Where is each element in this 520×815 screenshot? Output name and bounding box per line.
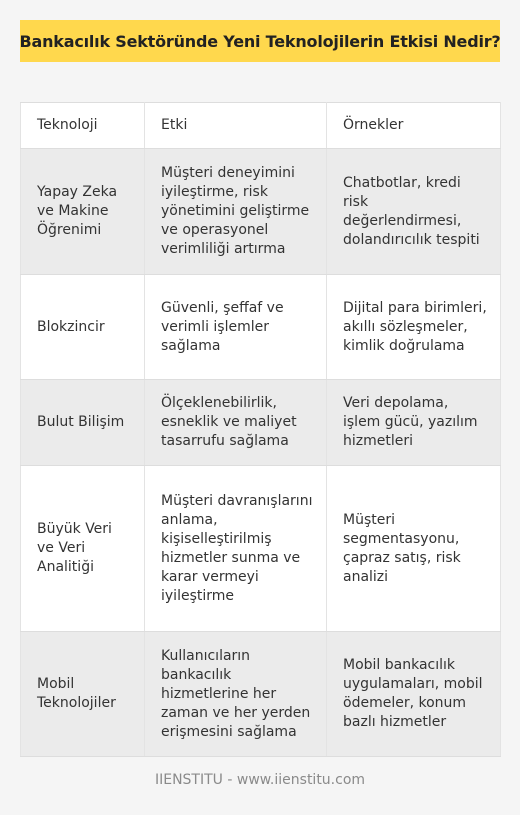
column-header-technology: Teknoloji [21, 103, 145, 149]
technology-cell: Yapay Zeka ve Makine Öğrenimi [21, 149, 145, 275]
examples-cell: Veri depolama, işlem gücü, yazılım hizmetleri [327, 380, 501, 466]
column-header-examples: Örnekler [327, 103, 501, 149]
impact-cell: Kullanıcıların bankacılık hizmetlerine her zaman ve her yerden erişmesini sağlama [145, 632, 327, 757]
column-header-impact: Etki [145, 103, 327, 149]
table-row [21, 466, 501, 632]
table-row [21, 275, 501, 380]
table-header-row [21, 103, 501, 149]
examples-cell: Chatbotlar, kredi risk değerlendirmesi, dolandırıcılık tespiti [327, 149, 501, 275]
examples-cell: Dijital para birimleri, akıllı sözleşmeler, kimlik doğrulama [327, 275, 501, 380]
impact-cell: Güvenli, şeffaf ve verimli işlemler sağlama [145, 275, 327, 380]
table-row [21, 149, 501, 275]
page-title: Bankacılık Sektöründe Yeni Teknolojilerin Etkisi Nedir? [19, 31, 501, 51]
examples-cell: Müşteri segmentasyonu, çapraz satış, risk analizi [327, 466, 501, 632]
technology-cell: Bulut Bilişim [21, 380, 145, 466]
impact-cell: Müşteri davranışlarını anlama, kişiselleştirilmiş hizmetler sunma ve karar vermeyi iyileştirme [145, 466, 327, 632]
technology-cell: Blokzincir [21, 275, 145, 380]
table-row [21, 380, 501, 466]
technology-table [20, 102, 501, 757]
examples-cell: Mobil bankacılık uygulamaları, mobil ödemeler, konum bazlı hizmetler [327, 632, 501, 757]
technology-cell: Mobil Teknolojiler [21, 632, 145, 757]
footer-credit: IIENSTITU - www.iienstitu.com [154, 772, 366, 788]
table-row [21, 632, 501, 757]
impact-cell: Müşteri deneyimini iyileştirme, risk yönetimini geliştirme ve operasyonel verimliliği artırma [145, 149, 327, 275]
title-banner [20, 20, 500, 62]
impact-cell: Ölçeklenebilirlik, esneklik ve maliyet tasarrufu sağlama [145, 380, 327, 466]
technology-cell: Büyük Veri ve Veri Analitiği [21, 466, 145, 632]
